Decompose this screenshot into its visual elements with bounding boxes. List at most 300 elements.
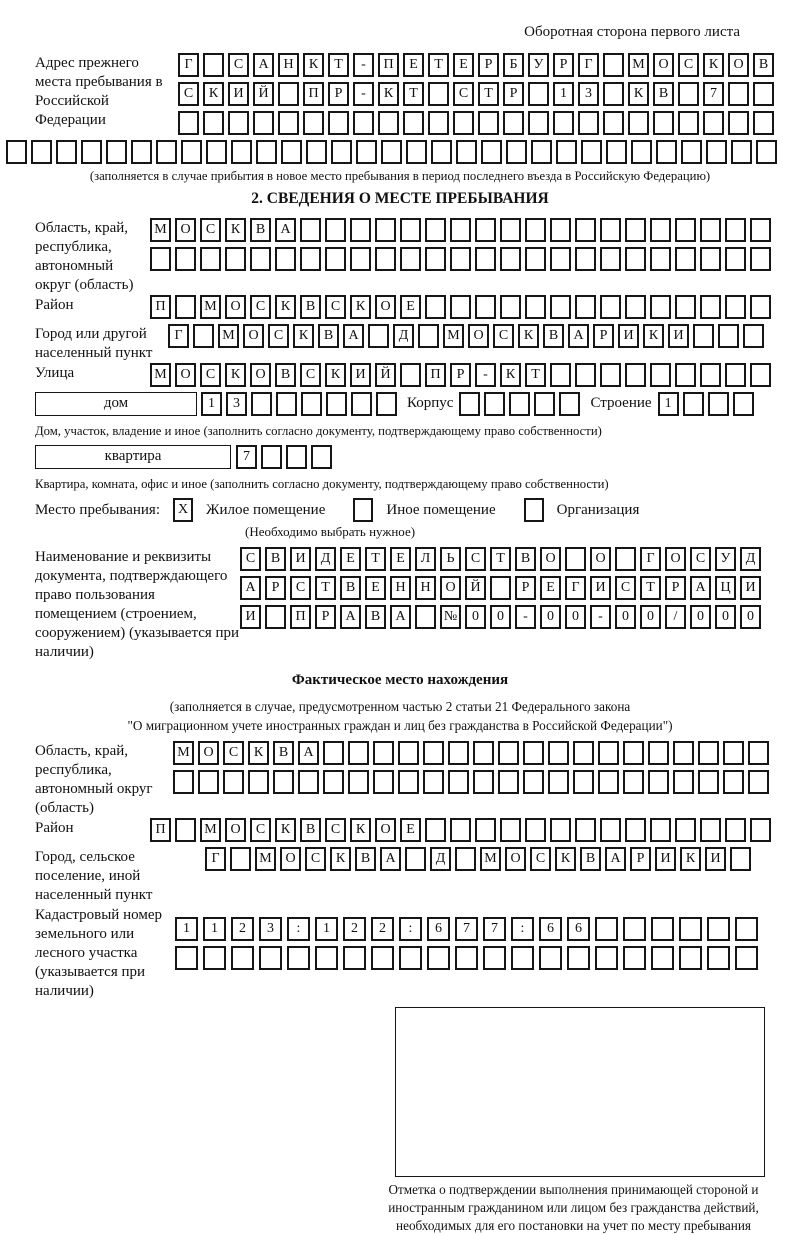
- char-box: [678, 82, 699, 106]
- char-box: [473, 741, 494, 765]
- char-row: [178, 82, 778, 106]
- char-box: К: [275, 818, 296, 842]
- char-box: 1: [658, 392, 679, 416]
- char-box: Т: [403, 82, 424, 106]
- residence-option-dwelling-label: Жилое помещение: [206, 501, 326, 518]
- char-box: [248, 770, 269, 794]
- char-box: [427, 946, 450, 970]
- char-box: [707, 917, 730, 941]
- char-box: [423, 741, 444, 765]
- char-row: [178, 53, 778, 77]
- apartment-type-box: квартира: [35, 445, 231, 469]
- residence-checkbox-dwelling: X: [173, 498, 193, 522]
- char-box: 0: [565, 605, 586, 629]
- char-box: [375, 218, 396, 242]
- char-box: [131, 140, 152, 164]
- char-box: [548, 770, 569, 794]
- char-box: [178, 111, 199, 135]
- char-box: [650, 295, 671, 319]
- district-label: Район: [35, 297, 74, 313]
- char-box: О: [280, 847, 301, 871]
- char-box: [326, 392, 347, 416]
- char-box: [261, 445, 282, 469]
- char-box: [455, 946, 478, 970]
- char-box: [700, 218, 721, 242]
- char-box: [378, 111, 399, 135]
- char-box: И: [350, 363, 371, 387]
- char-box: 0: [615, 605, 636, 629]
- prev-address-field: [35, 53, 769, 140]
- char-box: №: [440, 605, 461, 629]
- char-box: [550, 363, 571, 387]
- char-box: О: [243, 324, 264, 348]
- char-box: О: [505, 847, 526, 871]
- char-box: 2: [231, 917, 254, 941]
- char-box: [575, 818, 596, 842]
- char-box: [556, 140, 577, 164]
- char-box: Й: [253, 82, 274, 106]
- char-box: С: [300, 363, 321, 387]
- char-box: [381, 140, 402, 164]
- char-box: С: [250, 818, 271, 842]
- char-box: В: [543, 324, 564, 348]
- char-box: [679, 917, 702, 941]
- char-box: Д: [430, 847, 451, 871]
- char-box: С: [200, 363, 221, 387]
- char-box: О: [375, 818, 396, 842]
- char-box: [343, 946, 366, 970]
- char-box: [448, 741, 469, 765]
- char-box: [376, 392, 397, 416]
- city-field: [35, 324, 765, 363]
- char-box: О: [590, 547, 611, 571]
- char-box: М: [443, 324, 464, 348]
- char-box: [478, 111, 499, 135]
- char-row: [150, 247, 775, 271]
- char-box: [651, 946, 674, 970]
- char-box: [756, 140, 777, 164]
- char-box: [278, 82, 299, 106]
- char-box: [490, 576, 511, 600]
- char-box: 6: [427, 917, 450, 941]
- char-box: В: [753, 53, 774, 77]
- prev-address-rows: [178, 53, 778, 140]
- char-box: [600, 218, 621, 242]
- char-box: П: [303, 82, 324, 106]
- char-box: [448, 770, 469, 794]
- char-box: И: [705, 847, 726, 871]
- char-box: 0: [490, 605, 511, 629]
- char-box: [287, 946, 310, 970]
- char-box: Д: [315, 547, 336, 571]
- char-box: [373, 770, 394, 794]
- char-row: [173, 770, 773, 794]
- char-box: [706, 140, 727, 164]
- char-box: К: [303, 53, 324, 77]
- apartment-field: [35, 445, 765, 474]
- char-box: [748, 770, 769, 794]
- char-box: [623, 770, 644, 794]
- char-box: О: [468, 324, 489, 348]
- char-box: [406, 140, 427, 164]
- residence-choose-note: (Необходимо выбрать нужное): [245, 524, 416, 539]
- char-box: [373, 741, 394, 765]
- char-box: 0: [690, 605, 711, 629]
- char-box: [253, 111, 274, 135]
- actual-location-note1: (заполняется в случае, предусмотренном частью 2 статьи 21 Федерального закона: [169, 699, 631, 714]
- char-box: К: [203, 82, 224, 106]
- char-box: С: [305, 847, 326, 871]
- char-box: 1: [315, 917, 338, 941]
- char-box: [450, 218, 471, 242]
- char-box: [265, 605, 286, 629]
- char-box: [700, 295, 721, 319]
- char-box: -: [353, 82, 374, 106]
- char-box: [203, 946, 226, 970]
- char-box: 6: [539, 917, 562, 941]
- prev-address-note: (заполняется в случае прибытия в новое место пребывания в период последнего въезда в Российскую Федерацию): [89, 169, 711, 183]
- char-row: [175, 917, 765, 941]
- char-box: Й: [465, 576, 486, 600]
- char-box: Г: [178, 53, 199, 77]
- char-box: [725, 818, 746, 842]
- char-box: К: [518, 324, 539, 348]
- char-box: М: [150, 363, 171, 387]
- char-box: Е: [453, 53, 474, 77]
- char-box: [718, 324, 739, 348]
- char-box: Т: [328, 53, 349, 77]
- residence-option-other-label: Иное помещение: [386, 501, 496, 518]
- char-box: К: [330, 847, 351, 871]
- char-box: [648, 741, 669, 765]
- char-box: [450, 818, 471, 842]
- document-field: [35, 547, 765, 662]
- char-box: Р: [328, 82, 349, 106]
- char-box: [678, 111, 699, 135]
- char-box: [525, 218, 546, 242]
- confirmation-stamp-note: Отметка о подтверждении выполнения принимающей стороной и иностранным гражданином или лицом без гражданства действий, необходимых для его постановки на учет по месту пребывания: [388, 1182, 759, 1233]
- char-box: В: [300, 295, 321, 319]
- char-box: И: [655, 847, 676, 871]
- char-box: В: [580, 847, 601, 871]
- char-box: [528, 82, 549, 106]
- char-box: [398, 741, 419, 765]
- char-box: Р: [478, 53, 499, 77]
- char-box: [531, 140, 552, 164]
- char-box: [198, 770, 219, 794]
- char-box: [418, 324, 439, 348]
- char-box: А: [605, 847, 626, 871]
- char-box: И: [290, 547, 311, 571]
- char-box: [598, 770, 619, 794]
- confirmation-stamp-box: [395, 1007, 765, 1177]
- char-box: [525, 247, 546, 271]
- actual-region-field: [35, 741, 765, 818]
- char-box: [323, 741, 344, 765]
- char-box: [500, 247, 521, 271]
- char-box: [328, 111, 349, 135]
- char-box: К: [350, 295, 371, 319]
- char-box: 0: [740, 605, 761, 629]
- char-row: [205, 847, 755, 871]
- char-box: [475, 218, 496, 242]
- char-box: [455, 847, 476, 871]
- char-box: [725, 363, 746, 387]
- char-row: [175, 946, 765, 970]
- char-box: М: [173, 741, 194, 765]
- char-box: У: [528, 53, 549, 77]
- char-box: [578, 111, 599, 135]
- residence-checkbox-organization: [524, 498, 544, 522]
- char-box: [331, 140, 352, 164]
- char-box: [281, 140, 302, 164]
- char-box: А: [253, 53, 274, 77]
- char-box: С: [615, 576, 636, 600]
- char-box: [298, 770, 319, 794]
- char-box: [459, 392, 480, 416]
- char-box: 3: [578, 82, 599, 106]
- stroenie-label: Строение: [590, 395, 652, 411]
- char-box: -: [353, 53, 374, 77]
- char-box: [625, 218, 646, 242]
- char-box: [650, 247, 671, 271]
- char-box: [306, 140, 327, 164]
- char-box: [6, 140, 27, 164]
- char-box: [425, 295, 446, 319]
- char-box: К: [628, 82, 649, 106]
- char-box: [625, 818, 646, 842]
- char-box: 0: [640, 605, 661, 629]
- korpus-row: [459, 392, 584, 416]
- char-box: :: [399, 917, 422, 941]
- char-box: [203, 53, 224, 77]
- char-box: В: [250, 218, 271, 242]
- char-box: О: [653, 53, 674, 77]
- char-box: М: [200, 295, 221, 319]
- char-box: [603, 111, 624, 135]
- char-box: [228, 111, 249, 135]
- char-box: В: [265, 547, 286, 571]
- char-box: [673, 770, 694, 794]
- char-box: С: [465, 547, 486, 571]
- char-box: [223, 770, 244, 794]
- char-box: [693, 324, 714, 348]
- char-box: А: [240, 576, 261, 600]
- char-box: П: [150, 295, 171, 319]
- char-box: [625, 247, 646, 271]
- char-box: [723, 741, 744, 765]
- char-box: К: [350, 818, 371, 842]
- char-box: [700, 363, 721, 387]
- char-box: [481, 140, 502, 164]
- char-box: [550, 295, 571, 319]
- char-box: [698, 770, 719, 794]
- char-box: К: [703, 53, 724, 77]
- char-box: [528, 111, 549, 135]
- char-box: [750, 295, 771, 319]
- char-box: [506, 140, 527, 164]
- char-box: [730, 847, 751, 871]
- char-box: [175, 247, 196, 271]
- char-box: О: [250, 363, 271, 387]
- char-box: О: [665, 547, 686, 571]
- char-box: О: [225, 818, 246, 842]
- char-box: Г: [578, 53, 599, 77]
- char-box: [733, 392, 754, 416]
- char-box: О: [175, 218, 196, 242]
- char-box: -: [475, 363, 496, 387]
- actual-region-label: Область, край, республика, автономный округ (область): [35, 743, 153, 816]
- char-box: [231, 946, 254, 970]
- char-box: [559, 392, 580, 416]
- actual-district-field: [35, 818, 765, 847]
- char-box: С: [250, 295, 271, 319]
- char-box: К: [378, 82, 399, 106]
- residence-option-organization-label: Организация: [556, 501, 640, 518]
- char-box: [348, 770, 369, 794]
- char-box: Й: [375, 363, 396, 387]
- actual-city-label: Город, сельское поселение, иной населенный пункт: [35, 849, 153, 903]
- char-box: [600, 295, 621, 319]
- char-box: А: [380, 847, 401, 871]
- char-box: [703, 111, 724, 135]
- char-box: [750, 218, 771, 242]
- char-box: М: [200, 818, 221, 842]
- char-box: [315, 946, 338, 970]
- char-box: :: [287, 917, 310, 941]
- char-box: [500, 818, 521, 842]
- char-box: [648, 770, 669, 794]
- actual-city-field: [35, 847, 765, 905]
- char-box: [548, 741, 569, 765]
- char-box: [256, 140, 277, 164]
- char-box: [303, 111, 324, 135]
- char-box: [453, 111, 474, 135]
- char-box: [175, 946, 198, 970]
- char-box: [750, 818, 771, 842]
- char-box: [623, 741, 644, 765]
- char-box: С: [325, 818, 346, 842]
- char-box: С: [530, 847, 551, 871]
- char-box: Е: [400, 295, 421, 319]
- char-box: [743, 324, 764, 348]
- char-box: М: [218, 324, 239, 348]
- char-box: [679, 946, 702, 970]
- char-box: [484, 392, 505, 416]
- char-box: [534, 392, 555, 416]
- char-box: [600, 818, 621, 842]
- char-box: Н: [278, 53, 299, 77]
- char-box: [498, 770, 519, 794]
- char-box: 1: [175, 917, 198, 941]
- char-box: [650, 363, 671, 387]
- char-box: Е: [403, 53, 424, 77]
- char-row-overflow: [6, 140, 765, 164]
- char-box: 0: [540, 605, 561, 629]
- char-box: [595, 917, 618, 941]
- char-box: [723, 770, 744, 794]
- char-box: 2: [343, 917, 366, 941]
- char-box: [625, 363, 646, 387]
- section2-title: 2. СВЕДЕНИЯ О МЕСТЕ ПРЕБЫВАНИЯ: [251, 190, 549, 207]
- char-box: [275, 247, 296, 271]
- char-box: Е: [365, 576, 386, 600]
- char-box: [323, 770, 344, 794]
- char-box: [615, 547, 636, 571]
- char-box: [550, 247, 571, 271]
- char-box: [175, 295, 196, 319]
- residence-type-label: Место пребывания:: [35, 501, 160, 518]
- char-box: [523, 770, 544, 794]
- char-box: [625, 295, 646, 319]
- char-box: И: [590, 576, 611, 600]
- char-box: К: [293, 324, 314, 348]
- char-row: [150, 363, 775, 387]
- char-row: [240, 576, 765, 600]
- char-box: 0: [465, 605, 486, 629]
- house-note: Дом, участок, владение и иное (заполнить согласно документу, подтверждающему право собственности): [35, 424, 602, 438]
- char-box: [748, 741, 769, 765]
- char-box: [473, 770, 494, 794]
- char-box: [81, 140, 102, 164]
- char-box: [175, 818, 196, 842]
- char-box: А: [390, 605, 411, 629]
- char-row: [168, 324, 768, 348]
- char-box: О: [225, 295, 246, 319]
- char-box: [276, 392, 297, 416]
- char-box: О: [540, 547, 561, 571]
- char-box: [203, 111, 224, 135]
- char-box: [656, 140, 677, 164]
- char-box: [431, 140, 452, 164]
- char-box: [735, 917, 758, 941]
- char-box: И: [618, 324, 639, 348]
- char-box: С: [268, 324, 289, 348]
- char-box: [273, 770, 294, 794]
- char-box: -: [515, 605, 536, 629]
- char-box: [707, 946, 730, 970]
- char-box: [650, 218, 671, 242]
- char-box: Д: [740, 547, 761, 571]
- char-box: [603, 53, 624, 77]
- char-box: К: [248, 741, 269, 765]
- char-box: О: [175, 363, 196, 387]
- char-box: [573, 770, 594, 794]
- char-box: П: [425, 363, 446, 387]
- char-box: 1: [201, 392, 222, 416]
- char-box: [428, 111, 449, 135]
- char-box: [565, 547, 586, 571]
- cadastral-field: [35, 905, 765, 1001]
- char-box: И: [240, 605, 261, 629]
- char-box: [400, 247, 421, 271]
- char-box: С: [453, 82, 474, 106]
- char-box: Б: [503, 53, 524, 77]
- char-box: [300, 247, 321, 271]
- char-box: [725, 247, 746, 271]
- char-box: [675, 363, 696, 387]
- char-box: [698, 741, 719, 765]
- char-box: Т: [640, 576, 661, 600]
- char-box: [450, 295, 471, 319]
- char-box: О: [440, 576, 461, 600]
- char-box: 7: [483, 917, 506, 941]
- char-box: М: [255, 847, 276, 871]
- char-box: Р: [265, 576, 286, 600]
- char-box: А: [340, 605, 361, 629]
- house-field: [35, 392, 765, 421]
- char-box: [725, 218, 746, 242]
